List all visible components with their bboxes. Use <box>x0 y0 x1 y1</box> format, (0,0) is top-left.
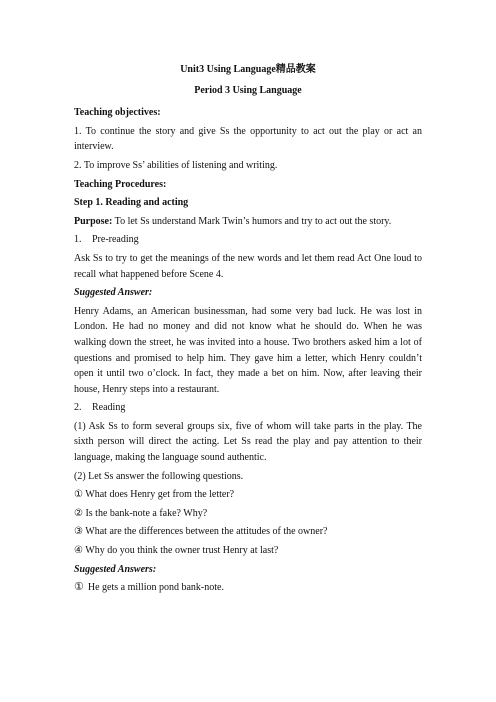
question-item: ④ Why do you think the owner trust Henry at last? <box>74 545 279 557</box>
answer-text: He gets a million pond bank-note. <box>87 582 224 594</box>
question-item: ③ What are the differences between the attitudes of the owner? <box>74 526 328 538</box>
prereading-label: Pre-reading <box>92 234 139 246</box>
question-item: ② Is the bank-note a fake? Why? <box>74 507 208 519</box>
document-title: Unit3 Using Language精品教案 <box>180 64 316 75</box>
reading-label: Reading <box>92 402 126 414</box>
objective-item-2: 2. To improve Ss’ abilities of listening and writing. <box>74 159 278 171</box>
purpose-text: To let Ss understand Mark Twin’s humors and try to act out the story. <box>112 215 392 227</box>
suggested-answer-label: Suggested Answer: <box>74 287 153 299</box>
reading-paragraph-1: (1) Ask Ss to form several groups six, five of whom will take parts in the play. The sixth person will direct the acting. Let Ss read the play and pay attention to their language, making the language sound authentic. <box>74 420 422 464</box>
suggested-answers-label: Suggested Answers: <box>74 563 157 575</box>
reading-paragraph-2: (2) Let Ss answer the following questions. <box>74 470 244 482</box>
objective-item-1: 1. To continue the story and give Ss the opportunity to act out the play or act an interview. <box>74 125 422 153</box>
document-subtitle: Period 3 Using Language <box>194 84 302 96</box>
reading-number: 2. <box>74 402 82 414</box>
suggested-answer-paragraph: Henry Adams, an American businessman, had some very bad luck. He was lost in London. He had no money and did not know what he should do. When he was walking down the street, he was invited into a house. Two brothers asked him a lot of questions and promised to help him. They gave him a letter, which Henry couldn’t open it until two o’clock. In fact, they made a bet on him. Now, after leaving their house, Henry steps into a restaurant. <box>74 305 422 395</box>
prereading-paragraph: Ask Ss to try to get the meanings of the new words and let them read Act One loud to recall what happened before Scene 4. <box>74 252 422 280</box>
answer-number-mark: ① <box>74 581 84 594</box>
purpose-label: Purpose: <box>74 215 113 227</box>
step1-heading: Step 1. Reading and acting <box>74 197 189 209</box>
procedures-heading: Teaching Procedures: <box>74 178 167 190</box>
objectives-heading: Teaching objectives: <box>74 107 161 119</box>
document-page <box>74 62 422 599</box>
prereading-heading <box>74 232 422 248</box>
prereading-number: 1. <box>74 234 82 246</box>
question-item: ① What does Henry get from the letter? <box>74 489 235 501</box>
reading-heading <box>74 400 422 416</box>
answer-item-1 <box>74 580 422 596</box>
purpose-paragraph <box>74 214 422 230</box>
